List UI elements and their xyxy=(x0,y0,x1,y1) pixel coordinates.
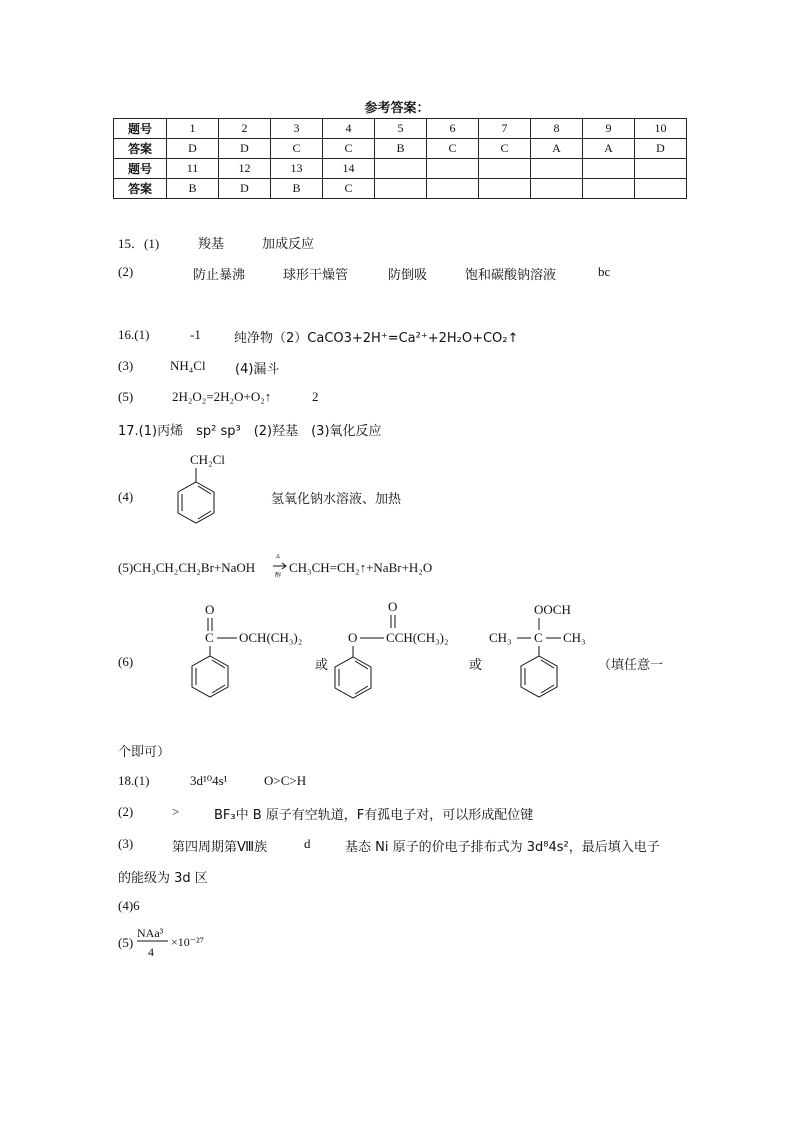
table-cell xyxy=(479,159,531,179)
q18-answer: 3d¹⁰4s¹ xyxy=(190,773,228,788)
table-cell: 8 xyxy=(531,119,583,139)
q17-label: (6) xyxy=(118,654,134,669)
q18-label: (3) xyxy=(118,836,134,851)
fraction-denominator: 4 xyxy=(148,945,154,959)
table-cell: 7 xyxy=(479,119,531,139)
table-cell xyxy=(375,159,427,179)
benzyl-chloride-structure xyxy=(170,450,250,540)
q18-label: 18.(1) xyxy=(118,773,150,788)
page-title: 参考答案： xyxy=(364,101,430,116)
substituent-label: OOCH xyxy=(534,602,571,617)
table-cell: 2 xyxy=(219,119,271,139)
arrow-condition: Δ xyxy=(276,554,280,560)
q15-answer: 饱和碳酸钠溶液 xyxy=(465,268,557,283)
row-header: 答案 xyxy=(114,139,167,159)
q15-answer: 球形干燥管 xyxy=(283,268,349,283)
table-cell: A xyxy=(583,139,635,159)
q16-answer: (4)漏斗 xyxy=(235,362,280,377)
q15-answer: 防倒吸 xyxy=(388,268,428,283)
or-text: 或 xyxy=(469,658,483,673)
density-fraction xyxy=(136,923,176,961)
atom-label: O xyxy=(388,599,398,614)
table-cell: 3 xyxy=(271,119,323,139)
ester-structure-1 xyxy=(185,598,315,722)
q17-equation-left: (5)CH₃CH₂CH₂Br+NaOH xyxy=(118,560,256,575)
table-cell xyxy=(635,179,687,199)
table-cell xyxy=(427,179,479,199)
q16-answer: 纯净物（2）CaCO3+2H⁺=Ca²⁺+2H₂O+CO₂↑ xyxy=(234,331,519,346)
table-cell xyxy=(479,179,531,199)
q18-answer: ×10⁻²⁷ xyxy=(171,935,204,949)
substituent-label: CH₃ xyxy=(489,630,512,645)
table-cell xyxy=(583,159,635,179)
table-cell xyxy=(583,179,635,199)
q15-answer: bc xyxy=(598,264,611,279)
ester-structure-2 xyxy=(328,595,473,725)
atom-label: O xyxy=(205,602,215,617)
table-cell xyxy=(427,159,479,179)
q18-answer: d xyxy=(304,836,311,851)
row-header: 题号 xyxy=(114,119,167,139)
table-cell xyxy=(375,179,427,199)
table-row xyxy=(114,179,687,199)
q17-condition: 氢氧化钠水溶液、加热 xyxy=(271,492,402,507)
q17-equation-right: CH₃CH=CH₂↑+NaBr+H₂O xyxy=(289,560,433,575)
table-row xyxy=(114,139,687,159)
q18-answer: O>C>H xyxy=(264,773,307,788)
q16-label: (5) xyxy=(118,389,134,404)
table-cell: D xyxy=(167,139,219,159)
q15-label: 15．(1) xyxy=(118,236,160,251)
table-cell: 14 xyxy=(323,159,375,179)
table-cell: 10 xyxy=(635,119,687,139)
q18-answer: > xyxy=(172,804,180,819)
table-cell: C xyxy=(479,139,531,159)
table-row xyxy=(114,119,687,139)
table-cell xyxy=(635,159,687,179)
q18-label: (5) xyxy=(118,935,134,950)
q15-answer: 羧基 xyxy=(198,237,225,252)
table-cell: 4 xyxy=(323,119,375,139)
q16-answer: -1 xyxy=(190,327,201,342)
table-cell: 12 xyxy=(219,159,271,179)
substituent-label: CH₂Cl xyxy=(190,452,225,467)
table-cell: D xyxy=(219,139,271,159)
row-header: 答案 xyxy=(114,179,167,199)
atom-label: C xyxy=(205,630,214,645)
q16-label: 16.(1) xyxy=(118,327,150,342)
ester-structure-3 xyxy=(487,598,597,722)
q18-label: (2) xyxy=(118,804,134,819)
q17-line: 17.(1)丙烯 sp² sp³ (2)羟基 (3)氧化反应 xyxy=(118,424,382,439)
q16-answer: 2 xyxy=(312,389,319,404)
q18-answer: 基态 Ni 原子的价电子排布式为 3d⁸4s²，最后填入电子 xyxy=(345,840,660,855)
table-cell: D xyxy=(635,139,687,159)
row-header: 题号 xyxy=(114,159,167,179)
q18-answer: (4)6 xyxy=(118,898,140,913)
table-cell: A xyxy=(531,139,583,159)
table-cell: B xyxy=(271,179,323,199)
table-cell: B xyxy=(167,179,219,199)
table-cell: 11 xyxy=(167,159,219,179)
table-cell xyxy=(531,159,583,179)
q15-label: (2) xyxy=(118,264,134,279)
substituent-label: CH₃ xyxy=(563,630,586,645)
table-row xyxy=(114,159,687,179)
table-cell: B xyxy=(375,139,427,159)
reaction-arrow xyxy=(272,552,288,578)
table-cell xyxy=(531,179,583,199)
table-cell: 5 xyxy=(375,119,427,139)
atom-label: O xyxy=(348,630,358,645)
table-cell: C xyxy=(323,179,375,199)
q16-label: (3) xyxy=(118,358,134,373)
q17-label: (4) xyxy=(118,489,134,504)
table-cell: D xyxy=(219,179,271,199)
table-cell: 1 xyxy=(167,119,219,139)
table-cell: C xyxy=(427,139,479,159)
substituent-label: OCH(CH₃)₂ xyxy=(239,630,303,645)
substituent-label: CCH(CH₃)₂ xyxy=(386,630,449,645)
atom-label: C xyxy=(534,630,543,645)
q17-note: 个即可） xyxy=(118,745,171,760)
q17-note: （填任意一 xyxy=(598,658,664,673)
q15-answer: 防止暴沸 xyxy=(193,268,246,283)
table-cell: 13 xyxy=(271,159,323,179)
table-cell: 9 xyxy=(583,119,635,139)
table-cell: C xyxy=(323,139,375,159)
q15-answer: 加成反应 xyxy=(262,237,315,252)
q18-answer: 第四周期第Ⅷ族 xyxy=(172,840,268,855)
q16-answer: NH₄Cl xyxy=(170,358,206,373)
table-cell: C xyxy=(271,139,323,159)
q18-answer: BF₃中 B 原子有空轨道，F有孤电子对，可以形成配位键 xyxy=(214,808,534,823)
table-cell: 6 xyxy=(427,119,479,139)
q16-answer: 2H₂O₂=2H₂O+O₂↑ xyxy=(172,389,272,404)
fraction-numerator: NAa³ xyxy=(137,926,164,940)
q18-answer: 的能级为 3d 区 xyxy=(118,871,208,886)
arrow-condition: 醇 xyxy=(275,573,282,579)
answer-table xyxy=(113,118,687,199)
or-text: 或 xyxy=(315,658,329,673)
